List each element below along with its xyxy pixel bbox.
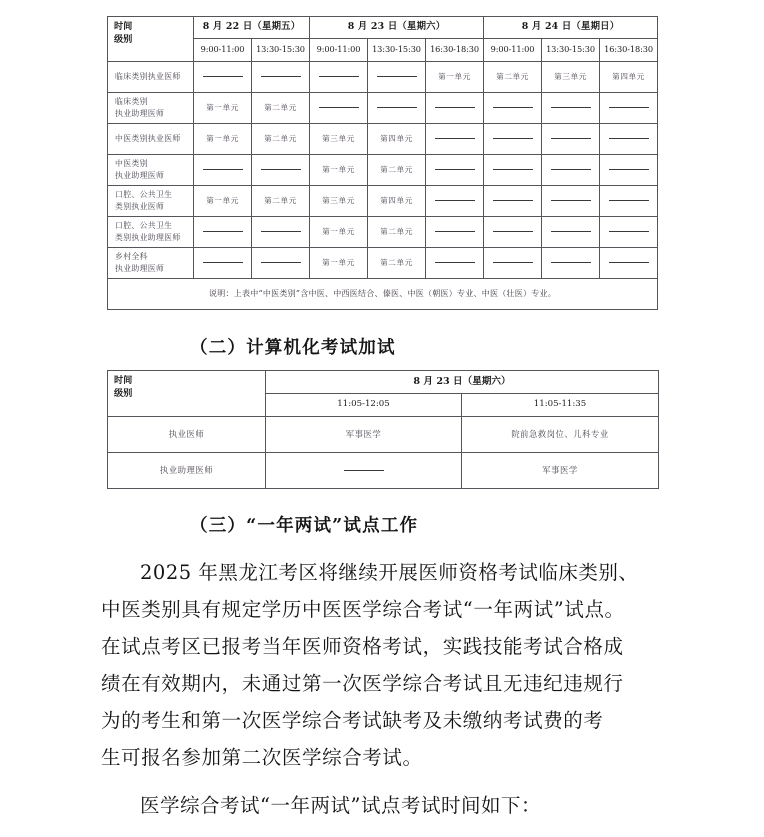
dash-mark-icon bbox=[377, 107, 417, 108]
dash-mark-icon bbox=[203, 231, 243, 232]
dash-mark-icon bbox=[377, 76, 417, 77]
row-label-category bbox=[108, 186, 194, 217]
row-label-line: 口腔、公共卫生 bbox=[115, 190, 173, 200]
schedule-cell-empty bbox=[600, 124, 658, 155]
dash-mark-icon bbox=[493, 169, 533, 170]
dash-mark-icon bbox=[493, 262, 533, 263]
date-header-aug22: 8 月 22 日（星期五） bbox=[194, 17, 310, 39]
schedule-cell-unit: 第二单元 bbox=[252, 124, 310, 155]
row-label-line: 执业助理医师 bbox=[115, 171, 165, 180]
table-row bbox=[108, 186, 658, 217]
time-header-4: 16:30-18:30 bbox=[426, 39, 484, 62]
schedule-cell-empty bbox=[252, 62, 310, 93]
heading-section-three: （三）“一年两试”试点工作 bbox=[190, 516, 419, 536]
schedule-cell-empty bbox=[542, 155, 600, 186]
dash-mark-icon bbox=[435, 107, 475, 108]
dash-mark-icon bbox=[609, 200, 649, 201]
schedule-cell-empty bbox=[542, 124, 600, 155]
table-row bbox=[108, 124, 658, 155]
schedule-cell-empty bbox=[310, 93, 368, 124]
time-header-0: 9:00-11:00 bbox=[194, 39, 252, 62]
paragraph-line-2: 中医类别具有规定学历中医医学综合考试“一年两试”试点。 bbox=[101, 598, 625, 621]
date-header-aug23: 8 月 23 日（星期六） bbox=[310, 17, 484, 39]
time-header-3: 13:30-15:30 bbox=[368, 39, 426, 62]
dash-mark-icon bbox=[551, 231, 591, 232]
dash-mark-icon bbox=[551, 200, 591, 201]
exam-schedule-table-wrapper bbox=[107, 16, 658, 310]
row-label-category bbox=[108, 217, 194, 248]
schedule-cell-empty bbox=[542, 248, 600, 279]
computer-time-level-corner-header bbox=[108, 371, 266, 417]
schedule-cell-empty bbox=[426, 93, 484, 124]
dash-mark-icon bbox=[319, 107, 359, 108]
schedule-cell-unit: 第一单元 bbox=[310, 217, 368, 248]
computer-cell-empty bbox=[266, 453, 462, 489]
dash-mark-icon bbox=[203, 169, 243, 170]
dash-mark-icon bbox=[493, 138, 533, 139]
dash-mark-icon bbox=[203, 262, 243, 263]
time-header-6: 13:30-15:30 bbox=[542, 39, 600, 62]
row-label-line: 中医类别执业医师 bbox=[115, 134, 181, 144]
schedule-cell-unit: 第二单元 bbox=[368, 217, 426, 248]
schedule-cell-empty bbox=[368, 93, 426, 124]
table-row bbox=[108, 453, 659, 489]
schedule-cell-empty bbox=[600, 217, 658, 248]
computer-corner-level-label: 级别 bbox=[114, 388, 133, 400]
computer-exam-table-wrapper bbox=[107, 370, 658, 489]
computer-corner-time-label: 时间 bbox=[114, 375, 133, 386]
dash-mark-icon bbox=[609, 262, 649, 263]
schedule-cell-unit: 第二单元 bbox=[484, 62, 542, 93]
row-label-line: 临床类别 bbox=[115, 97, 148, 107]
schedule-cell-empty bbox=[484, 155, 542, 186]
computer-cell-subject: 军事医学 bbox=[266, 417, 462, 453]
computer-exam-table bbox=[107, 370, 659, 489]
dash-mark-icon bbox=[261, 76, 301, 77]
schedule-cell-empty bbox=[484, 217, 542, 248]
dash-mark-icon bbox=[435, 169, 475, 170]
schedule-cell-empty bbox=[426, 124, 484, 155]
table-row bbox=[108, 62, 658, 93]
dash-mark-icon bbox=[551, 107, 591, 108]
table-row bbox=[108, 93, 658, 124]
computer-row-label: 执业医师 bbox=[108, 417, 266, 453]
row-label-line: 乡村全科 bbox=[115, 252, 148, 262]
row-label-category bbox=[108, 248, 194, 279]
dash-mark-icon bbox=[435, 231, 475, 232]
row-label-line: 类别执业医师 bbox=[115, 202, 165, 211]
table-row bbox=[108, 417, 659, 453]
dash-mark-icon bbox=[493, 231, 533, 232]
computer-cell-subject: 院前急救岗位、儿科专业 bbox=[462, 417, 659, 453]
row-label-category bbox=[108, 93, 194, 124]
row-label-line: 执业助理医师 bbox=[115, 264, 165, 273]
row-label-line: 类别执业助理医师 bbox=[115, 233, 181, 242]
table-row bbox=[108, 155, 658, 186]
schedule-cell-empty bbox=[368, 62, 426, 93]
schedule-cell-unit: 第四单元 bbox=[368, 186, 426, 217]
schedule-cell-unit: 第二单元 bbox=[368, 248, 426, 279]
computer-table-header-row-date bbox=[108, 371, 659, 394]
schedule-cell-empty bbox=[600, 186, 658, 217]
paragraph-line-6: 生可报名参加第二次医学综合考试。 bbox=[101, 746, 423, 769]
row-label-category bbox=[108, 62, 194, 93]
table-header-row-dates bbox=[108, 17, 658, 39]
schedule-cell-empty bbox=[542, 93, 600, 124]
dash-mark-icon bbox=[435, 138, 475, 139]
dash-mark-icon bbox=[344, 470, 384, 471]
row-label-line: 口腔、公共卫生 bbox=[115, 221, 173, 231]
schedule-cell-empty bbox=[194, 155, 252, 186]
schedule-cell-empty bbox=[426, 217, 484, 248]
dash-mark-icon bbox=[551, 262, 591, 263]
dash-mark-icon bbox=[261, 262, 301, 263]
row-label-line: 中医类别 bbox=[115, 159, 148, 169]
schedule-cell-empty bbox=[484, 124, 542, 155]
dash-mark-icon bbox=[609, 107, 649, 108]
schedule-cell-empty bbox=[252, 155, 310, 186]
dash-mark-icon bbox=[261, 169, 301, 170]
exam-schedule-table bbox=[107, 16, 658, 310]
schedule-cell-empty bbox=[542, 217, 600, 248]
date-header-aug24: 8 月 24 日（星期日） bbox=[484, 17, 658, 39]
time-level-corner-header bbox=[108, 17, 194, 62]
schedule-cell-empty bbox=[600, 248, 658, 279]
schedule-cell-empty bbox=[252, 248, 310, 279]
computer-row-label: 执业助理医师 bbox=[108, 453, 266, 489]
dash-mark-icon bbox=[319, 76, 359, 77]
paragraph-line-7: 医学综合考试“一年两试”试点考试时间如下： bbox=[140, 794, 541, 817]
schedule-cell-unit: 第四单元 bbox=[600, 62, 658, 93]
dash-mark-icon bbox=[609, 138, 649, 139]
paragraph-line-4: 绩在有效期内，未通过第一次医学综合考试且无违纪违规行 bbox=[101, 672, 624, 695]
paragraph-line-3: 在试点考区已报考当年医师资格考试，实践技能考试合格成 bbox=[101, 635, 624, 658]
dash-mark-icon bbox=[493, 107, 533, 108]
schedule-cell-empty bbox=[484, 93, 542, 124]
schedule-cell-empty bbox=[194, 62, 252, 93]
schedule-cell-unit: 第一单元 bbox=[194, 124, 252, 155]
schedule-cell-unit: 第三单元 bbox=[542, 62, 600, 93]
schedule-cell-empty bbox=[542, 186, 600, 217]
dash-mark-icon bbox=[609, 169, 649, 170]
schedule-cell-unit: 第一单元 bbox=[426, 62, 484, 93]
time-header-1: 13:30-15:30 bbox=[252, 39, 310, 62]
computer-cell-subject: 军事医学 bbox=[462, 453, 659, 489]
schedule-cell-unit: 第一单元 bbox=[194, 93, 252, 124]
dash-mark-icon bbox=[435, 200, 475, 201]
schedule-cell-unit: 第一单元 bbox=[310, 248, 368, 279]
table-note: 说明：上表中“中医类别”含中医、中西医结合、傣医、中医（朝医）专业、中医（壮医）专业。 bbox=[108, 279, 658, 310]
dash-mark-icon bbox=[493, 200, 533, 201]
table-row bbox=[108, 217, 658, 248]
corner-level-label: 级别 bbox=[114, 34, 133, 46]
row-label-line: 执业助理医师 bbox=[115, 109, 165, 118]
schedule-cell-unit: 第一单元 bbox=[310, 155, 368, 186]
schedule-cell-empty bbox=[426, 248, 484, 279]
computer-date-header: 8 月 23 日（星期六） bbox=[266, 371, 659, 394]
schedule-cell-empty bbox=[194, 248, 252, 279]
paragraph-line-1: 2025 年黑龙江考区将继续开展医师资格考试临床类别、 bbox=[140, 561, 639, 584]
heading-section-two: （二）计算机化考试加试 bbox=[190, 338, 396, 358]
schedule-cell-unit: 第二单元 bbox=[252, 93, 310, 124]
schedule-cell-empty bbox=[484, 248, 542, 279]
schedule-cell-empty bbox=[600, 155, 658, 186]
dash-mark-icon bbox=[261, 231, 301, 232]
dash-mark-icon bbox=[203, 76, 243, 77]
paragraph-line-5: 为的考生和第一次医学综合考试缺考及未缴纳考试费的考 bbox=[101, 709, 604, 732]
schedule-cell-empty bbox=[600, 93, 658, 124]
schedule-cell-unit: 第二单元 bbox=[252, 186, 310, 217]
time-header-5: 9:00-11:00 bbox=[484, 39, 542, 62]
row-label-category bbox=[108, 155, 194, 186]
dash-mark-icon bbox=[551, 138, 591, 139]
schedule-cell-empty bbox=[310, 62, 368, 93]
schedule-cell-unit: 第一单元 bbox=[194, 186, 252, 217]
computer-time-header-1: 11:05-11:35 bbox=[462, 394, 659, 417]
schedule-cell-empty bbox=[484, 186, 542, 217]
dash-mark-icon bbox=[435, 262, 475, 263]
row-label-category bbox=[108, 124, 194, 155]
table-row bbox=[108, 248, 658, 279]
corner-time-label: 时间 bbox=[114, 21, 133, 32]
table-note-row bbox=[108, 279, 658, 310]
schedule-cell-empty bbox=[426, 155, 484, 186]
dash-mark-icon bbox=[609, 231, 649, 232]
time-header-2: 9:00-11:00 bbox=[310, 39, 368, 62]
schedule-cell-empty bbox=[426, 186, 484, 217]
dash-mark-icon bbox=[551, 169, 591, 170]
schedule-cell-unit: 第四单元 bbox=[368, 124, 426, 155]
schedule-cell-empty bbox=[194, 217, 252, 248]
computer-time-header-0: 11:05-12:05 bbox=[266, 394, 462, 417]
schedule-cell-empty bbox=[252, 217, 310, 248]
schedule-cell-unit: 第三单元 bbox=[310, 186, 368, 217]
time-header-7: 16:30-18:30 bbox=[600, 39, 658, 62]
row-label-line: 临床类别执业医师 bbox=[115, 72, 181, 82]
schedule-cell-unit: 第二单元 bbox=[368, 155, 426, 186]
schedule-cell-unit: 第三单元 bbox=[310, 124, 368, 155]
